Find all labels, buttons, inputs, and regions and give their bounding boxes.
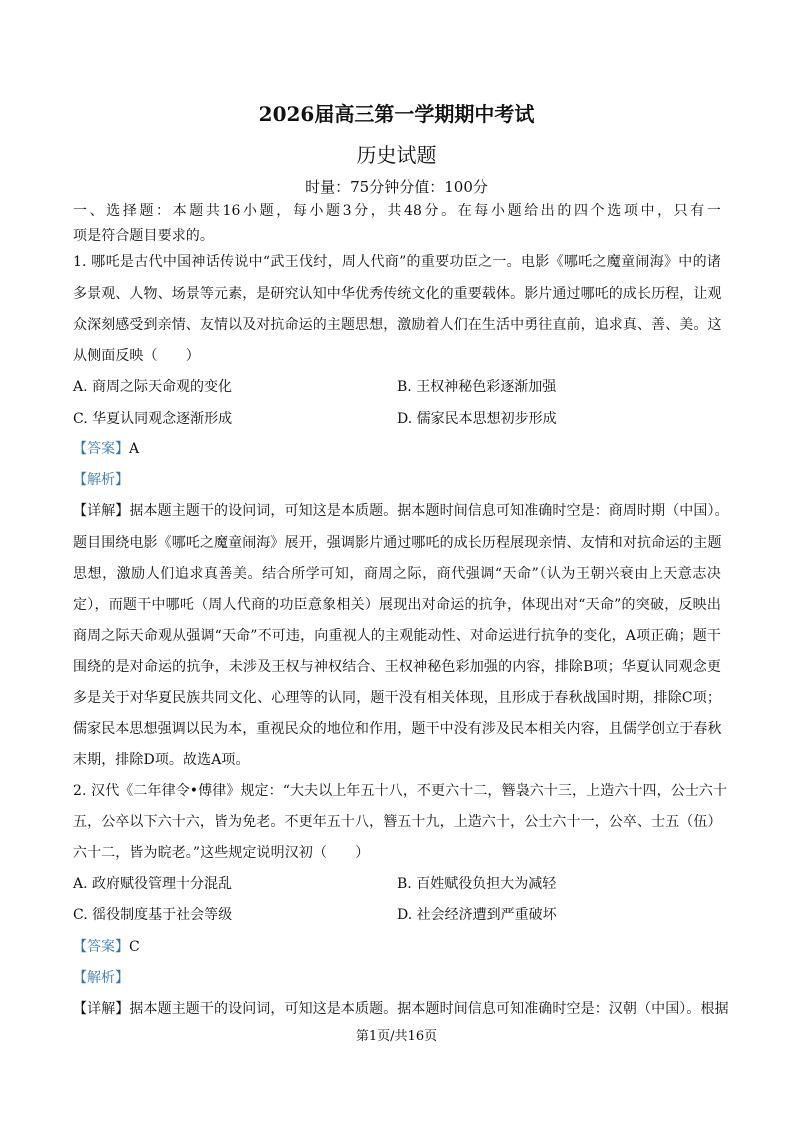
- detail-text: 题目围绕电影《哪吒之魔童闹海》展开，强调影片通过哪吒的成长历程展现亲情、友情和对抗命运的主题: [73, 535, 722, 551]
- section-instruction: 一、选择题：本题共16小题，每小题3分，共48分。在每小题给出的四个选项中，只有一: [73, 203, 721, 219]
- section-instruction: 项是符合题目要求的。: [73, 228, 214, 244]
- answer-option: D. 儒家民本思想初步形成: [397, 411, 557, 427]
- question-stem: 多景观、人物、场景等元素，是研究认知中华优秀传统文化的重要载体。影片通过哪吒的成长历程，让观: [73, 286, 722, 302]
- page-footer: 第1页/共16页: [355, 1029, 438, 1044]
- detail-text: 围绕的是对命运的抗争，未涉及王权与神权结合、王权神秘色彩加强的内容，排除B项；华夏认同观念更: [73, 659, 721, 675]
- question-stem: 从侧面反映（ ）: [73, 348, 200, 364]
- question-stem: 六十二，皆为睆老。”这些规定说明汉初（ ）: [73, 845, 370, 861]
- answer-option: C. 徭役制度基于社会等级: [73, 907, 233, 923]
- exam-subtitle: 历史试题: [356, 143, 437, 167]
- answer: [73, 938, 140, 956]
- analysis: [73, 471, 129, 489]
- detail-text: 【详解】据本题主题干的设问词，可知这是本质题。据本题时间信息可知准确时空是：汉朝（中国）。根据: [73, 1001, 729, 1017]
- time-score: 时量：75分钟分值：100分: [305, 178, 488, 196]
- analysis: [73, 969, 129, 987]
- analysis-tag: 【解析】: [73, 472, 129, 488]
- answer-option: D. 社会经济遭到严重破坏: [397, 907, 557, 923]
- answer-value: A: [129, 441, 140, 457]
- question-stem: 1. 哪吒是古代中国神话传说中“武王伐纣，周人代商”的重要功臣之一。电影《哪吒之魔童闹海》中的诸: [73, 254, 721, 270]
- answer-option: A. 政府赋役管理十分混乱: [73, 876, 233, 892]
- analysis-tag: 【解析】: [73, 970, 129, 986]
- answer-option: B. 王权神秘色彩逐渐加强: [397, 379, 557, 395]
- detail-text: 儒家民本思想强调以民为本，重视民众的地位和作用，题干中没有涉及民本相关内容，且儒学创立于春秋: [73, 721, 722, 737]
- detail-text: 商周之际天命观从强调“天命”不可违，向重视人的主观能动性、对命运进行抗争的变化，A项正确；题干: [73, 628, 721, 644]
- answer-tag: 【答案】: [73, 939, 129, 955]
- answer-option: C. 华夏认同观念逐渐形成: [73, 411, 233, 427]
- question-stem: 众深刻感受到亲情、友情以及对抗命运的主题思想，激励着人们在生活中勇往直前，追求真、善、美。这: [73, 317, 722, 333]
- question-stem: 五，公卒以下六十六，皆为免老。不更年五十八，簪五十九，上造六十，公士六十一，公卒、士五（伍）: [73, 814, 722, 830]
- detail-text: 多是关于对华夏民族共同文化、心理等的认同，题干没有相关体现，且形成于春秋战国时期，排除C项；: [73, 690, 721, 706]
- answer: [73, 440, 139, 458]
- answer-option: B. 百姓赋役负担大为减轻: [397, 876, 557, 892]
- exam-title: 2026届高三第一学期期中考试: [258, 102, 535, 126]
- answer-option: A. 商周之际天命观的变化: [73, 379, 233, 395]
- detail-text: 【详解】据本题主题干的设问词，可知这是本质题。据本题时间信息可知准确时空是：商周时期（中国）。: [73, 503, 729, 519]
- question-stem: 2. 汉代《二年律令•傅律》规定：“大夫以上年五十八，不更六十二，簪袅六十三，上造六十四，公士六十: [73, 783, 728, 799]
- detail-text: 思想，激励人们追求真善美。结合所学可知，商周之际，商代强调“天命”（认为王朝兴衰由上天意志决: [73, 566, 721, 582]
- answer-value: C: [129, 939, 140, 955]
- answer-tag: 【答案】: [73, 441, 129, 457]
- detail-text: 末期，排除D项。故选A项。: [73, 752, 250, 768]
- detail-text: 定），而题干中哪吒（周人代商的功臣意象相关）展现出对命运的抗争，体现出对“天命”的突破，反映出: [73, 597, 721, 613]
